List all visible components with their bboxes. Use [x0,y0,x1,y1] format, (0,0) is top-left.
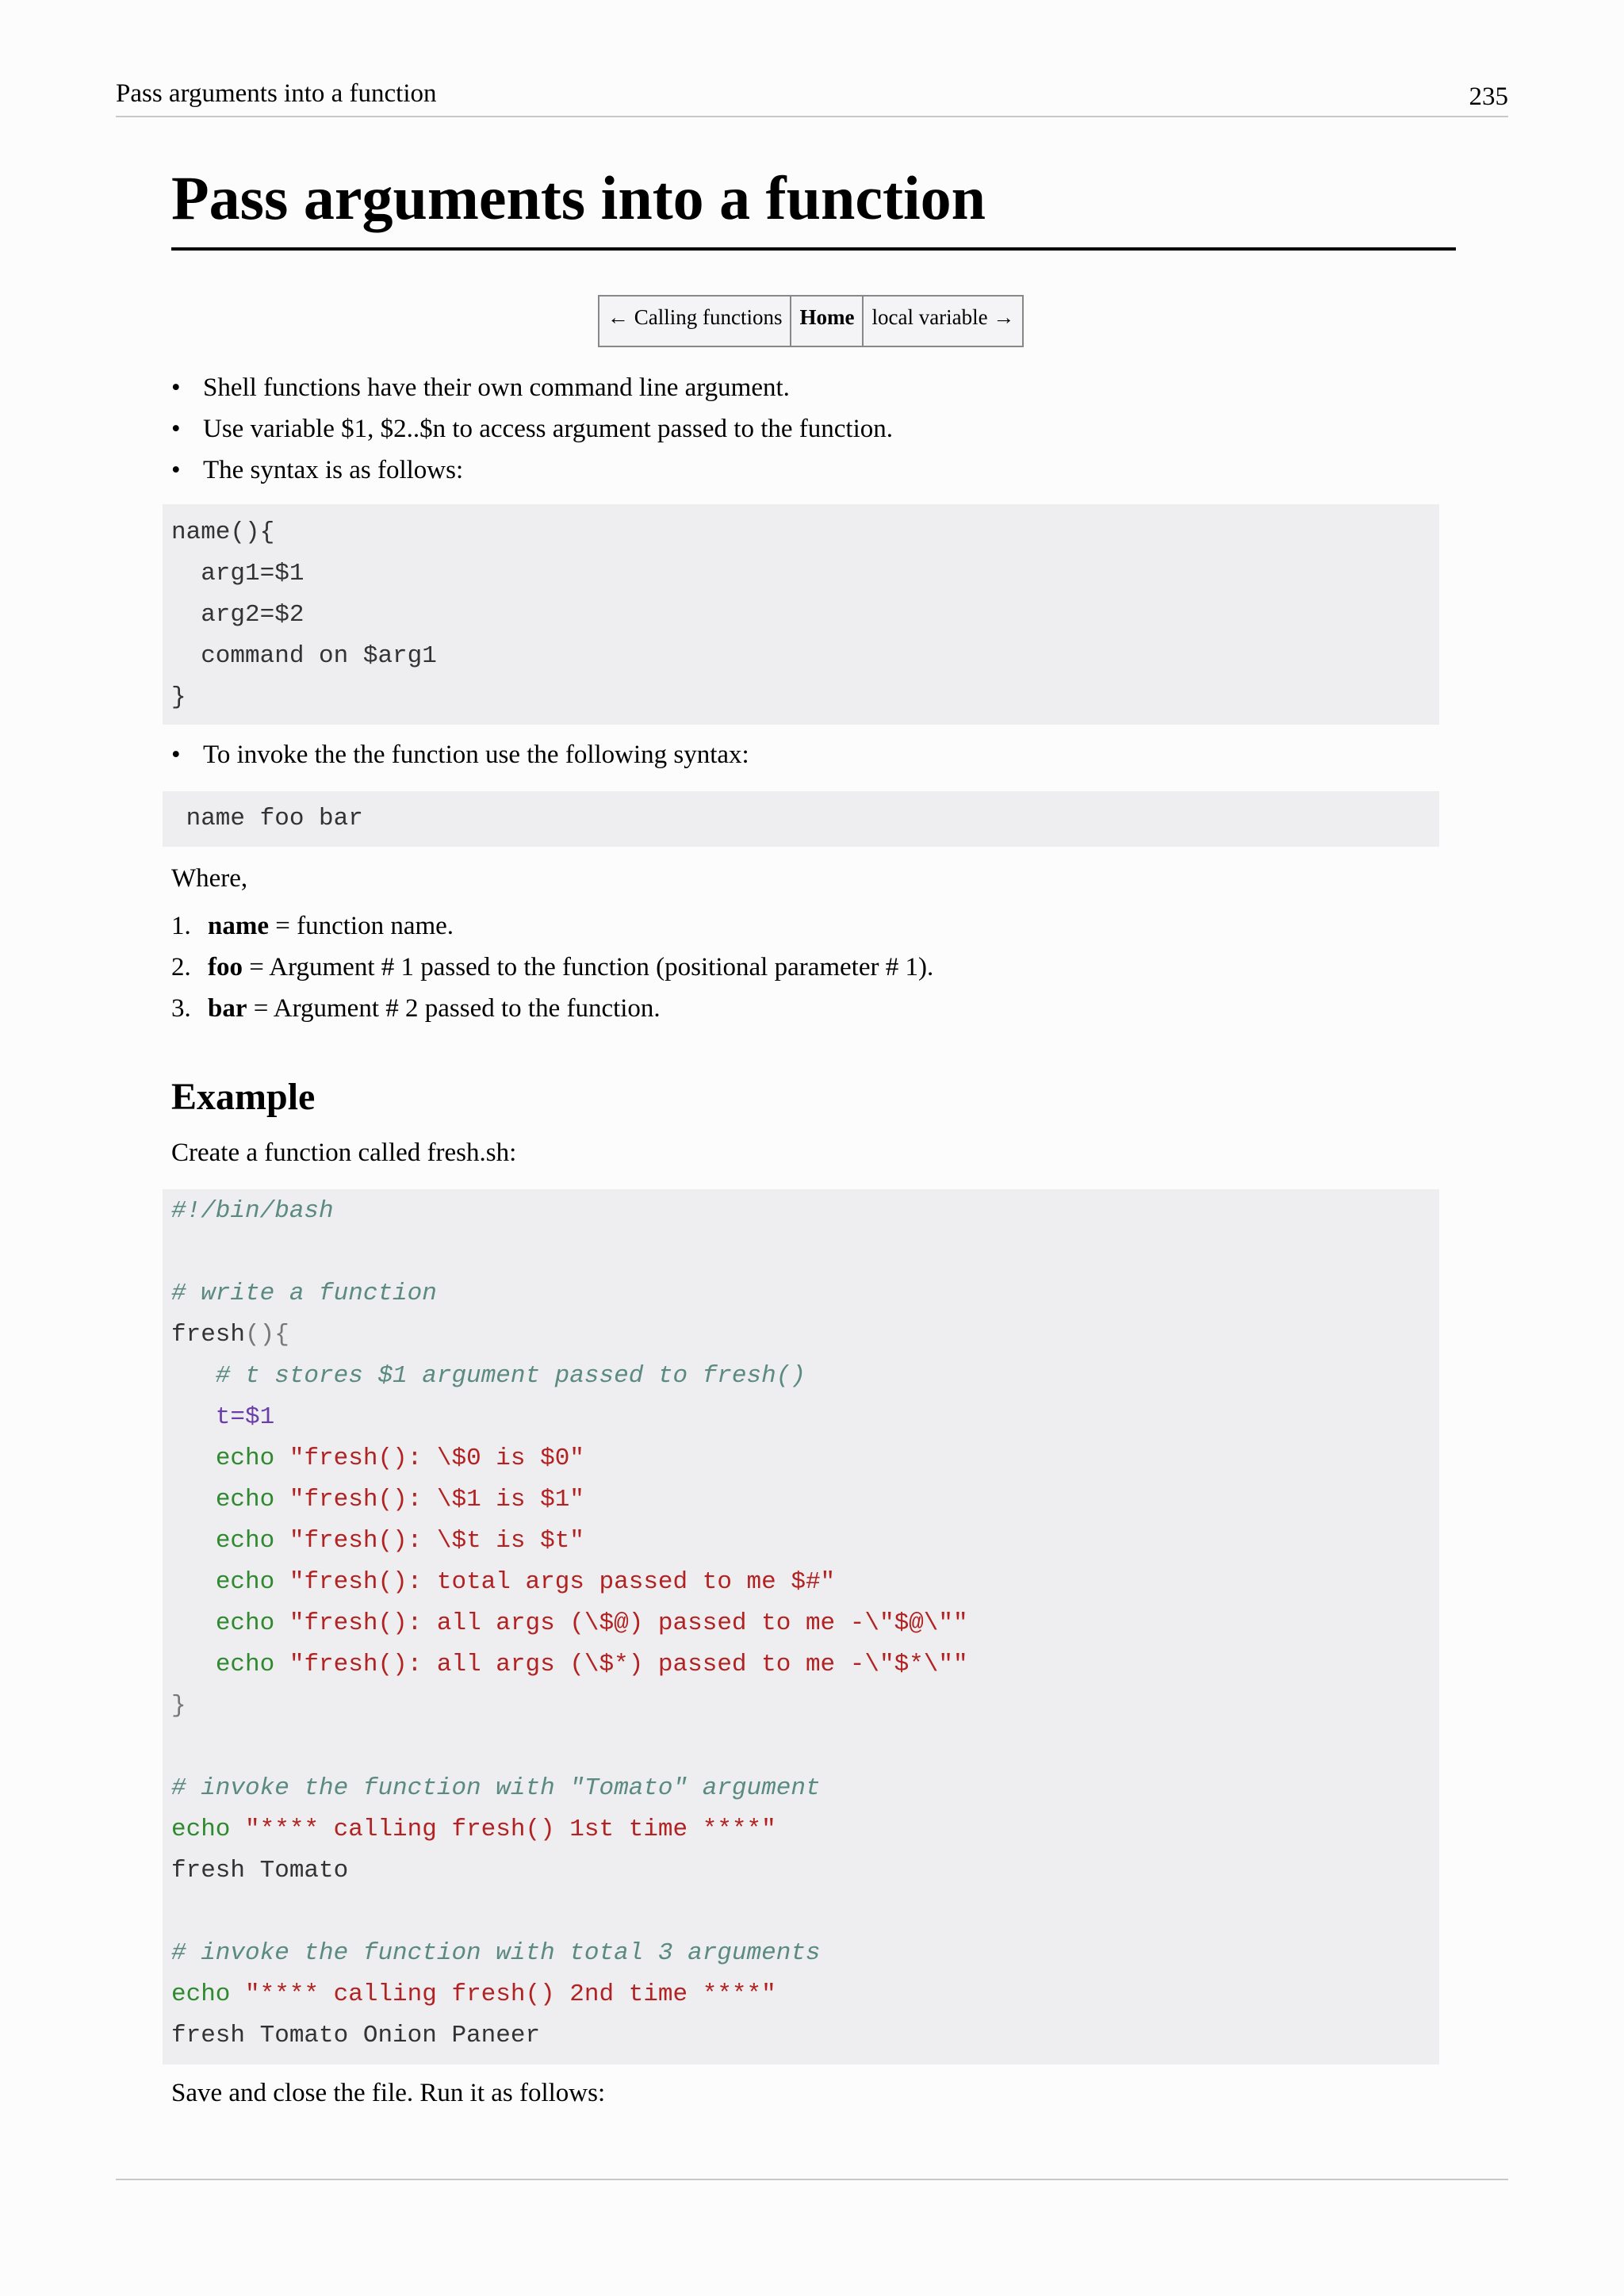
code-punct: (){ [245,1321,289,1349]
code-line: command on $arg1 [171,642,437,670]
next-link[interactable]: local variable → [871,305,1015,329]
code-line: name foo bar [171,805,363,832]
term: name [208,912,269,940]
list-item [171,947,933,988]
code-line: # write a function [171,1280,437,1307]
code-string: "**** calling fresh() 2nd time ****" [245,1980,776,2008]
code-line [171,1521,1439,1562]
code-line: fresh Tomato Onion Paneer [171,2022,541,2049]
home-link[interactable]: Home [791,297,864,346]
invoke-code-block [163,791,1439,847]
where-list [171,905,933,1029]
where-label: Where, [171,864,248,893]
description: = Argument # 2 passed to the function. [247,994,661,1023]
page-title: Pass arguments into a function [171,159,1456,251]
list-number: 1. [171,912,191,940]
description: = Argument # 1 passed to the function (positional parameter # 1). [243,953,934,982]
code-line [171,1479,1439,1521]
prev-link[interactable]: ← Calling functions [599,297,791,346]
list-item [171,988,933,1029]
code-string: "fresh(): \$0 is $0" [289,1445,584,1472]
description: = function name. [269,912,454,940]
term: foo [208,953,243,982]
footer-divider [116,2179,1508,2180]
code-line: } [171,1692,186,1720]
list-number: 2. [171,953,191,982]
code-line: arg1=$1 [171,560,304,587]
code-string: "fresh(): all args (\$@) passed to me -\"$@\"" [289,1609,968,1637]
code-line [171,1438,1439,1479]
code-line [171,1892,1439,1933]
code-builtin: echo [171,1816,231,1843]
code-builtin: echo [215,1445,275,1472]
intro-bullet-list [171,367,893,491]
example-heading: Example [171,1076,316,1118]
code-line: fresh Tomato [171,1857,349,1885]
navigation-box [598,295,1024,347]
code-string: "fresh(): all args (\$*) passed to me -\"$*\"" [289,1651,968,1678]
code-builtin: echo [215,1568,275,1596]
code-line: } [171,683,186,711]
syntax-code-block [163,504,1439,725]
list-item: • The syntax is as follows: [171,450,893,491]
code-line: # invoke the function with total 3 arguments [171,1939,821,1967]
code-line: t=$1 [171,1403,275,1431]
code-string: "**** calling fresh() 1st time ****" [245,1816,776,1843]
code-string: "fresh(): \$1 is $1" [289,1486,584,1513]
code-line [171,1644,1439,1686]
term: bar [208,994,247,1023]
example-code-block [163,1189,1439,2064]
code-line [171,1562,1439,1603]
running-title: Pass arguments into a function [116,79,437,108]
list-number: 3. [171,994,191,1023]
code-line: arg2=$2 [171,601,304,629]
page-header [116,78,1508,117]
invoke-bullet: • To invoke the the function use the following syntax: [171,734,749,775]
code-line: name(){ [171,519,275,546]
code-builtin: echo [215,1651,275,1678]
code-line [171,1603,1439,1644]
code-line [171,1727,1439,1768]
code-line [171,1809,1439,1850]
list-item [171,905,933,947]
code-builtin: echo [171,1980,231,2008]
list-item: • Shell functions have their own command line argument. [171,367,893,408]
closing-text: Save and close the file. Run it as follows: [171,2079,606,2107]
code-builtin: echo [215,1527,275,1555]
code-line [171,1232,1439,1273]
list-item: • Use variable $1, $2..$n to access argument passed to the function. [171,408,893,450]
code-line: # t stores $1 argument passed to fresh() [171,1362,806,1390]
example-intro: Create a function called fresh.sh: [171,1138,517,1167]
code-line: #!/bin/bash [171,1197,334,1225]
code-line [171,1974,1439,2015]
function-name: fresh [171,1321,246,1349]
code-builtin: echo [215,1486,275,1513]
code-line: # invoke the function with "Tomato" argument [171,1774,821,1802]
code-builtin: echo [215,1609,275,1637]
code-string: "fresh(): total args passed to me $#" [289,1568,836,1596]
code-string: "fresh(): \$t is $t" [289,1527,584,1555]
page-number: 235 [1469,82,1508,111]
code-line [171,1314,1439,1356]
